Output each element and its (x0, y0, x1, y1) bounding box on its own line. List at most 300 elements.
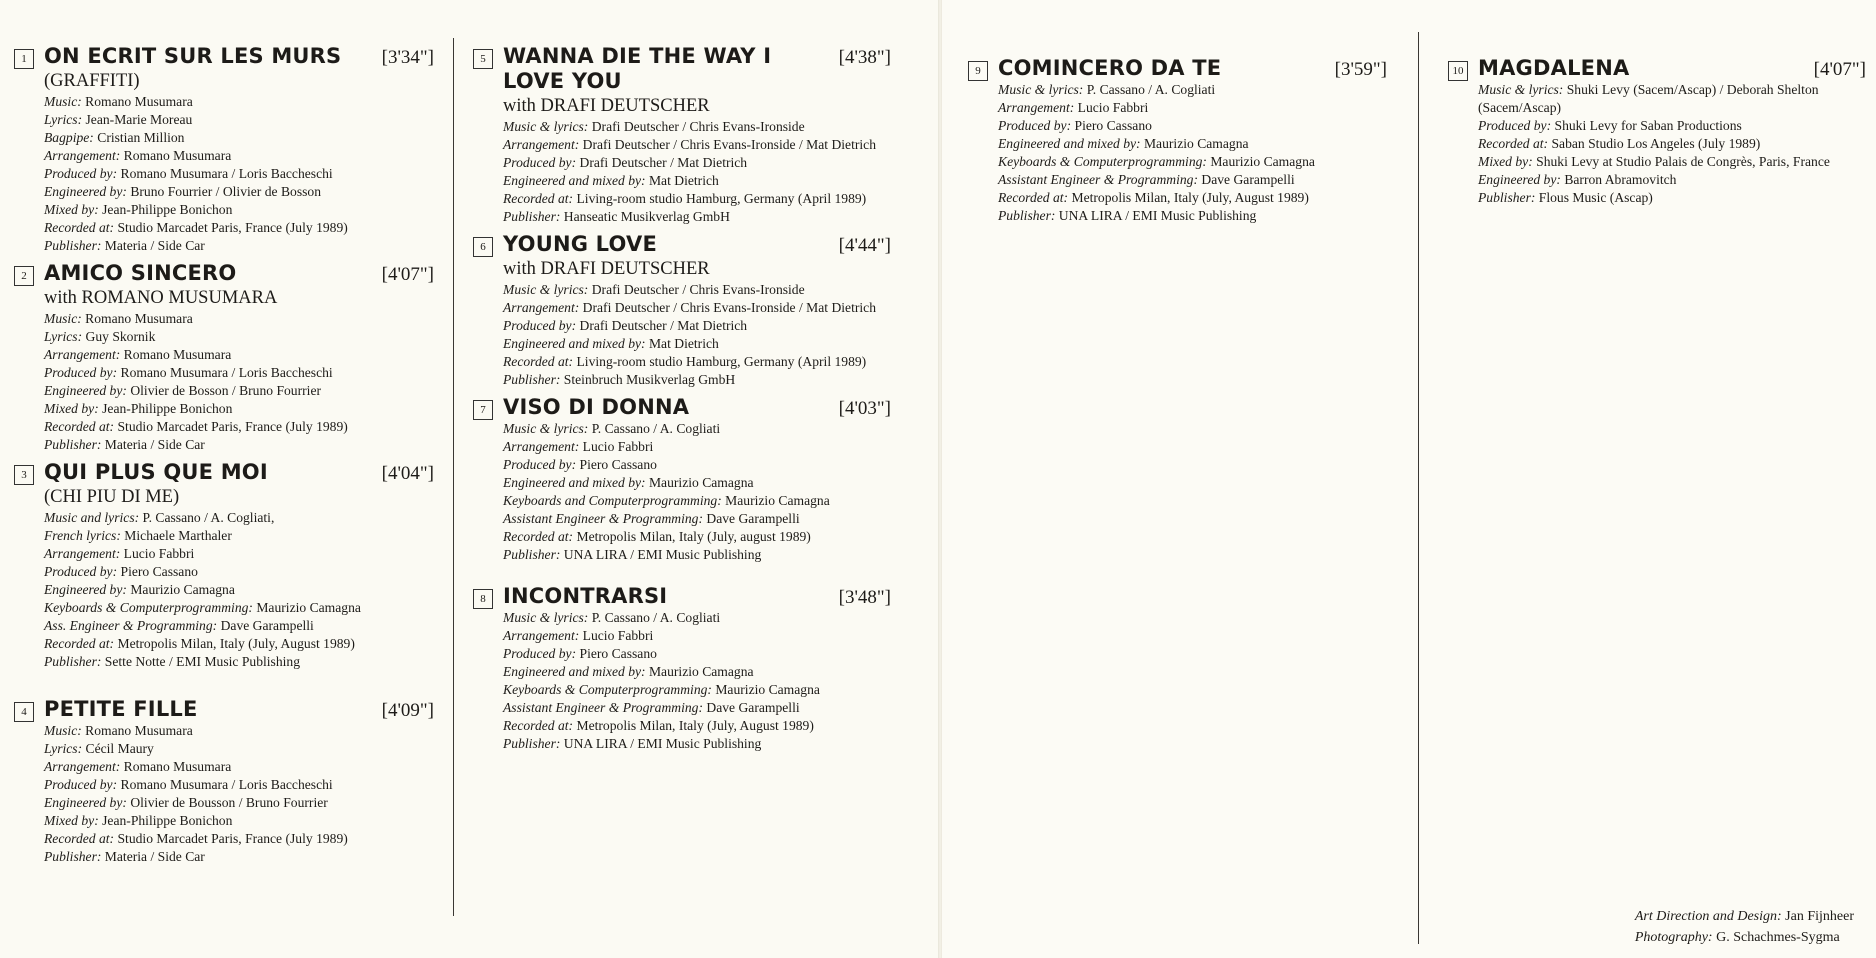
track-duration: [4'07"] (1813, 59, 1866, 80)
credit-role: Engineered and mixed by: (503, 173, 646, 188)
credit-role: Music and lyrics: (44, 510, 140, 525)
track-title: ON ECRIT SUR LES MURS (44, 44, 342, 68)
credit-role: Engineered by: (44, 184, 127, 199)
credit-line (503, 645, 891, 663)
track-credits (44, 722, 434, 866)
track-title: MAGDALENA (1478, 56, 1630, 80)
track-title: QUI PLUS QUE MOI (44, 460, 268, 484)
credit-name: Jean-Marie Moreau (85, 112, 193, 127)
track-4 (14, 697, 434, 866)
column-3 (968, 56, 1387, 225)
track-9 (968, 56, 1387, 225)
credit-line (503, 299, 891, 317)
credit-name: Maurizio Camagna (1143, 136, 1249, 151)
track-6 (473, 232, 891, 389)
credit-line (503, 281, 891, 299)
track-number: 1 (14, 49, 34, 69)
credit-role: Arrangement: (503, 628, 580, 643)
track-3 (14, 460, 434, 671)
credit-role: Music & lyrics: (503, 282, 589, 297)
track-2 (14, 261, 434, 454)
credit-line (1478, 189, 1866, 207)
credit-role: Arrangement: (503, 137, 580, 152)
credit-name: UNA LIRA / EMI Music Publishing (563, 736, 762, 751)
credit-line (44, 563, 434, 581)
credit-role: Assistant Engineer & Programming: (503, 511, 703, 526)
credit-line (44, 740, 434, 758)
track-title: AMICO SINCERO (44, 261, 237, 285)
credit-role: Keyboards & Computerprogramming: (998, 154, 1207, 169)
credit-name: Lucio Fabbri (1077, 100, 1149, 115)
credit-name: Jean-Philippe Bonichon (102, 202, 233, 217)
credit-line (1478, 171, 1866, 189)
credit-line (44, 310, 434, 328)
credit-line (1478, 135, 1866, 153)
credit-line (503, 510, 891, 528)
track-number: 5 (473, 49, 493, 69)
track-title: WANNA DIE THE WAY I LOVE YOU (503, 44, 772, 93)
credit-name: Sette Notte / EMI Music Publishing (104, 654, 301, 669)
credit-name: P. Cassano / A. Cogliati (591, 610, 721, 625)
credit-name: Romano Musumara (123, 148, 232, 163)
credit-name: Jean-Philippe Bonichon (102, 401, 233, 416)
credit-line (503, 627, 891, 645)
credit-name: Bruno Fourrier / Olivier de Bosson (130, 184, 321, 199)
credit-role: Mixed by: (44, 202, 99, 217)
credit-role: Arrangement: (44, 347, 121, 362)
credit-name: Drafi Deutscher / Chris Evans-Ironside / Mat Dietrich (582, 137, 876, 152)
art-direction-name: Jan Fijnheer (1785, 909, 1854, 924)
track-header (14, 697, 434, 722)
credit-line (998, 81, 1387, 99)
credit-role: French lyrics: (44, 528, 121, 543)
credit-role: Assistant Engineer & Programming: (998, 172, 1198, 187)
photography-name: G. Schachmes-Sygma (1716, 930, 1840, 945)
track-subtitle: with ROMANO MUSUMARA (44, 288, 278, 308)
credit-role: Music & lyrics: (503, 610, 589, 625)
credit-role: Recorded at: (998, 190, 1069, 205)
track-credits (503, 609, 891, 753)
credit-name: Maurizio Camagna (1210, 154, 1315, 169)
credit-name: Lucio Fabbri (582, 439, 654, 454)
credit-line (44, 527, 434, 545)
credit-role: Keyboards & Computerprogramming: (503, 682, 712, 697)
credit-line (44, 758, 434, 776)
credit-role: Engineered and mixed by: (503, 664, 646, 679)
credit-name: Shuki Levy (Sacem/Ascap) / Deborah Shelton (Sacem/Ascap) (1478, 82, 1819, 115)
track-credits (998, 81, 1387, 225)
credit-role: Assistant Engineer & Programming: (503, 700, 703, 715)
credit-role: Music & lyrics: (998, 82, 1084, 97)
credit-line (44, 418, 434, 436)
credit-line (44, 653, 434, 671)
credit-role: Produced by: (44, 365, 118, 380)
track-title: PETITE FILLE (44, 697, 198, 721)
credit-role: Produced by: (503, 457, 577, 472)
credit-name: Dave Garampelli (706, 700, 800, 715)
credit-name: Materia / Side Car (104, 238, 205, 253)
track-header (14, 261, 434, 310)
credit-name: Romano Musumara / Loris Baccheschi (120, 365, 333, 380)
credit-name: Studio Marcadet Paris, France (July 1989) (117, 220, 348, 235)
track-credits (1478, 81, 1866, 207)
credit-name: Olivier de Bosson / Bruno Fourrier (130, 383, 321, 398)
credit-line (44, 201, 434, 219)
credit-name: Jean-Philippe Bonichon (102, 813, 233, 828)
credit-line (44, 848, 434, 866)
credit-name: Lucio Fabbri (582, 628, 654, 643)
track-number: 2 (14, 266, 34, 286)
credit-name: Saban Studio Los Angeles (July 1989) (1551, 136, 1761, 151)
credit-name: Studio Marcadet Paris, France (July 1989) (117, 831, 348, 846)
credit-name: Maurizio Camagna (130, 582, 235, 597)
credit-name: Drafi Deutscher / Mat Dietrich (579, 155, 748, 170)
credit-line (503, 154, 891, 172)
column-1 (14, 44, 434, 866)
track-5 (473, 44, 891, 226)
credit-role: Arrangement: (44, 546, 121, 561)
credit-line (503, 546, 891, 564)
track-duration: [3'34"] (381, 47, 434, 68)
credit-line (44, 545, 434, 563)
credit-role: Produced by: (44, 166, 118, 181)
credit-name: Romano Musumara / Loris Baccheschi (120, 777, 333, 792)
track-credits (503, 281, 891, 389)
credit-line (44, 400, 434, 418)
column-4 (1448, 56, 1866, 207)
credit-line (503, 717, 891, 735)
credit-role: Mixed by: (44, 401, 99, 416)
credit-line (998, 189, 1387, 207)
track-duration: [4'09"] (381, 700, 434, 721)
page-fold (938, 0, 942, 958)
credit-line (44, 93, 434, 111)
credit-name: Dave Garampelli (706, 511, 800, 526)
credit-name: Romano Musumara (123, 347, 232, 362)
credit-line (503, 353, 891, 371)
credit-name: Cristian Million (97, 130, 185, 145)
track-subtitle: with DRAFI DEUTSCHER (503, 259, 710, 279)
credit-role: Produced by: (503, 155, 577, 170)
credit-line (503, 663, 891, 681)
credit-name: Piero Cassano (1074, 118, 1152, 133)
art-direction-role: Art Direction and Design: (1634, 909, 1782, 924)
credit-line (998, 207, 1387, 225)
credit-role: Music: (44, 94, 82, 109)
credit-line (503, 609, 891, 627)
credit-line (503, 420, 891, 438)
credit-line (503, 474, 891, 492)
credit-line (503, 699, 891, 717)
credit-role: Publisher: (503, 547, 561, 562)
credit-line (1478, 117, 1866, 135)
track-number: 10 (1448, 61, 1468, 81)
track-duration: [4'03"] (838, 398, 891, 419)
credit-line (503, 528, 891, 546)
track-title: COMINCERO DA TE (998, 56, 1222, 80)
credit-line (503, 371, 891, 389)
credit-line (503, 190, 891, 208)
credit-name: Piero Cassano (120, 564, 198, 579)
credit-name: Materia / Side Car (104, 437, 205, 452)
credit-line (44, 794, 434, 812)
credit-name: Mat Dietrich (648, 173, 719, 188)
track-1 (14, 44, 434, 255)
track-title: INCONTRARSI (503, 584, 668, 608)
credit-line (44, 581, 434, 599)
credit-role: Publisher: (503, 209, 561, 224)
credit-name: Living-room studio Hamburg, Germany (April 1989) (576, 191, 867, 206)
track-duration: [4'04"] (381, 463, 434, 484)
credit-line (44, 219, 434, 237)
credit-role: Arrangement: (503, 300, 580, 315)
credit-role: Arrangement: (998, 100, 1075, 115)
credit-line (44, 129, 434, 147)
credit-role: Publisher: (44, 654, 102, 669)
credit-line (1478, 81, 1866, 117)
credit-role: Recorded at: (503, 354, 574, 369)
credit-name: P. Cassano / A. Cogliati, (142, 510, 275, 525)
column-divider-left (453, 38, 454, 916)
credit-role: Lyrics: (44, 112, 83, 127)
credit-role: Music & lyrics: (503, 119, 589, 134)
credit-name: P. Cassano / A. Cogliati (591, 421, 721, 436)
credit-line (44, 382, 434, 400)
credit-role: Produced by: (503, 646, 577, 661)
credit-role: Engineered by: (44, 582, 127, 597)
track-header (473, 584, 891, 609)
credit-role: Keyboards and Computerprogramming: (503, 493, 722, 508)
credit-role: Produced by: (44, 777, 118, 792)
credit-name: Romano Musumara (123, 759, 232, 774)
track-header (14, 44, 434, 93)
credit-name: Hanseatic Musikverlag GmbH (563, 209, 730, 224)
track-credits (503, 420, 891, 564)
credit-name: Romano Musumara (85, 94, 193, 109)
credit-name: Romano Musumara / Loris Baccheschi (120, 166, 333, 181)
column-divider-right (1418, 32, 1419, 944)
credit-line (44, 830, 434, 848)
credit-name: Metropolis Milan, Italy (July, August 1989) (1071, 190, 1309, 205)
track-header (1448, 56, 1866, 81)
credit-line (44, 599, 434, 617)
credit-name: Metropolis Milan, Italy (July, August 1989) (117, 636, 355, 651)
credit-role: Recorded at: (44, 831, 115, 846)
credit-role: Lyrics: (44, 741, 83, 756)
credit-name: Michaele Marthaler (124, 528, 232, 543)
credit-line (44, 237, 434, 255)
credit-line (998, 171, 1387, 189)
credit-name: UNA LIRA / EMI Music Publishing (563, 547, 762, 562)
credit-role: Recorded at: (503, 191, 574, 206)
credit-line (998, 117, 1387, 135)
credit-name: P. Cassano / A. Cogliati (1086, 82, 1216, 97)
credit-line (503, 136, 891, 154)
credit-line (503, 492, 891, 510)
credit-line (503, 317, 891, 335)
credit-name: Shuki Levy for Saban Productions (1554, 118, 1742, 133)
credit-line (503, 172, 891, 190)
track-10 (1448, 56, 1866, 207)
credit-name: Metropolis Milan, Italy (July, august 1989) (576, 529, 811, 544)
credit-name: Cécil Maury (85, 741, 154, 756)
credit-line (44, 165, 434, 183)
credit-name: Studio Marcadet Paris, France (July 1989) (117, 419, 348, 434)
credit-line (44, 364, 434, 382)
credit-role: Engineered and mixed by: (503, 475, 646, 490)
track-title: VISO DI DONNA (503, 395, 690, 419)
credit-name: Flous Music (Ascap) (1538, 190, 1653, 205)
credit-role: Publisher: (503, 736, 561, 751)
credit-role: Recorded at: (503, 718, 574, 733)
credit-line (44, 111, 434, 129)
credit-role: Arrangement: (44, 759, 121, 774)
credit-line (503, 118, 891, 136)
credit-role: Music & lyrics: (1478, 82, 1564, 97)
track-subtitle: with DRAFI DEUTSCHER (503, 96, 710, 116)
credit-name: Maurizio Camagna (648, 475, 754, 490)
credit-name: Lucio Fabbri (123, 546, 195, 561)
credit-role: Engineered and mixed by: (998, 136, 1141, 151)
track-credits (44, 509, 434, 671)
track-header (473, 44, 891, 118)
credit-role: Publisher: (44, 238, 102, 253)
column-2 (473, 44, 891, 753)
track-header (968, 56, 1387, 81)
credit-name: Barron Abramovitch (1564, 172, 1677, 187)
credit-name: Steinbruch Musikverlag GmbH (563, 372, 736, 387)
credit-role: Ass. Engineer & Programming: (44, 618, 218, 633)
credit-line (44, 635, 434, 653)
credit-line (503, 208, 891, 226)
track-number: 6 (473, 237, 493, 257)
credit-role: Engineered by: (44, 383, 127, 398)
credit-line (503, 438, 891, 456)
track-duration: [4'38"] (838, 47, 891, 68)
track-8 (473, 584, 891, 753)
credit-line (44, 812, 434, 830)
footer-credits (1635, 906, 1854, 948)
credit-role: Engineered by: (1478, 172, 1561, 187)
credit-role: Publisher: (44, 849, 102, 864)
credit-name: Materia / Side Car (104, 849, 205, 864)
track-header (14, 460, 434, 509)
track-number: 3 (14, 465, 34, 485)
track-number: 4 (14, 702, 34, 722)
credit-role: Arrangement: (44, 148, 121, 163)
credit-line (998, 153, 1387, 171)
credit-line (1478, 153, 1866, 171)
track-subtitle: (CHI PIU DI ME) (44, 487, 180, 507)
credit-name: Dave Garampelli (1201, 172, 1295, 187)
credit-name: Olivier de Bousson / Bruno Fourrier (130, 795, 328, 810)
credit-line (503, 456, 891, 474)
credit-role: Recorded at: (44, 636, 115, 651)
track-header (473, 395, 891, 420)
credit-role: Keyboards & Computerprogramming: (44, 600, 253, 615)
credit-name: UNA LIRA / EMI Music Publishing (1058, 208, 1257, 223)
credit-name: Drafi Deutscher / Chris Evans-Ironside / Mat Dietrich (582, 300, 876, 315)
credit-line (503, 735, 891, 753)
credit-role: Mixed by: (1478, 154, 1533, 169)
credit-name: Romano Musumara (85, 311, 193, 326)
credit-line (44, 776, 434, 794)
track-credits (44, 93, 434, 255)
credit-role: Music & lyrics: (503, 421, 589, 436)
credit-line (503, 681, 891, 699)
credit-role: Music: (44, 311, 82, 326)
credit-role: Engineered and mixed by: (503, 336, 646, 351)
credit-line (998, 99, 1387, 117)
credit-name: Metropolis Milan, Italy (July, August 1989) (576, 718, 814, 733)
credit-role: Arrangement: (503, 439, 580, 454)
credit-line (44, 147, 434, 165)
track-duration: [4'07"] (381, 264, 434, 285)
credit-line (44, 328, 434, 346)
credit-name: Mat Dietrich (648, 336, 719, 351)
track-number: 9 (968, 61, 988, 81)
track-number: 8 (473, 589, 493, 609)
track-7 (473, 395, 891, 564)
credit-line (44, 617, 434, 635)
credit-name: Living-room studio Hamburg, Germany (April 1989) (576, 354, 867, 369)
credit-line (44, 722, 434, 740)
track-subtitle: (GRAFFITI) (44, 71, 140, 91)
credit-name: Romano Musumara (85, 723, 193, 738)
credit-line (44, 509, 434, 527)
credit-role: Produced by: (44, 564, 118, 579)
credit-name: Drafi Deutscher / Chris Evans-Ironside (591, 119, 805, 134)
track-duration: [3'59"] (1334, 59, 1387, 80)
track-title: YOUNG LOVE (503, 232, 658, 256)
credit-line (503, 335, 891, 353)
credit-role: Engineered by: (44, 795, 127, 810)
track-number: 7 (473, 400, 493, 420)
credit-role: Bagpipe: (44, 130, 94, 145)
credit-name: Drafi Deutscher / Mat Dietrich (579, 318, 748, 333)
track-duration: [4'44"] (838, 235, 891, 256)
credit-line (998, 135, 1387, 153)
credit-line (44, 346, 434, 364)
credit-role: Publisher: (1478, 190, 1536, 205)
credit-role: Publisher: (44, 437, 102, 452)
credit-name: Piero Cassano (579, 457, 657, 472)
credit-role: Produced by: (998, 118, 1072, 133)
credit-role: Publisher: (503, 372, 561, 387)
credit-name: Maurizio Camagna (725, 493, 830, 508)
credit-role: Produced by: (503, 318, 577, 333)
track-header (473, 232, 891, 281)
credit-name: Drafi Deutscher / Chris Evans-Ironside (591, 282, 805, 297)
credit-name: Maurizio Camagna (715, 682, 820, 697)
photography-role: Photography: (1634, 930, 1713, 945)
credit-role: Mixed by: (44, 813, 99, 828)
credit-name: Maurizio Camagna (648, 664, 754, 679)
track-credits (503, 118, 891, 226)
credit-role: Recorded at: (44, 220, 115, 235)
credit-role: Lyrics: (44, 329, 83, 344)
credit-line (44, 183, 434, 201)
credit-name: Maurizio Camagna (256, 600, 361, 615)
credit-role: Recorded at: (44, 419, 115, 434)
credit-role: Publisher: (998, 208, 1056, 223)
credit-name: Piero Cassano (579, 646, 657, 661)
track-duration: [3'48"] (838, 587, 891, 608)
credit-name: Dave Garampelli (220, 618, 314, 633)
credit-role: Produced by: (1478, 118, 1552, 133)
credit-role: Recorded at: (503, 529, 574, 544)
track-credits (44, 310, 434, 454)
